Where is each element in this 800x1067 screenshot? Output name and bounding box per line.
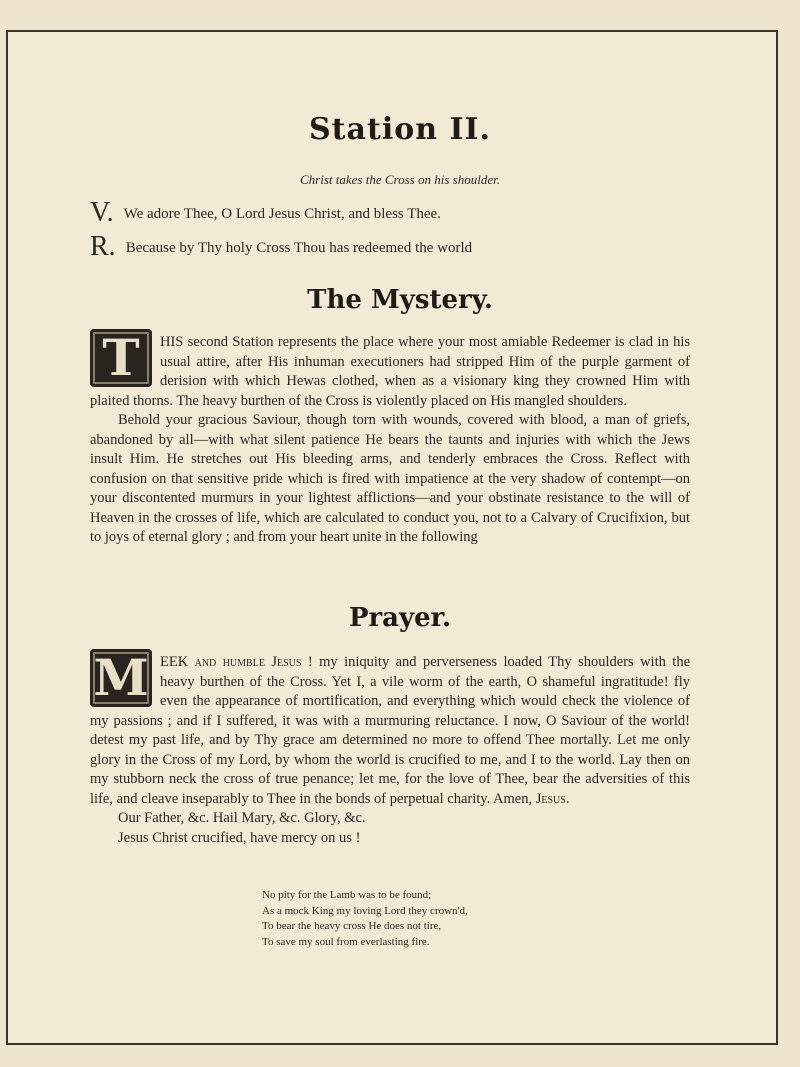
poem-line: As a mock King my loving Lord they crown'd,: [262, 904, 468, 917]
poem-line: To save my soul from everlasting fire.: [262, 935, 430, 948]
prayer-line-2: Our Father, &c. Hail Mary, &c. Glory, &c.: [118, 810, 366, 826]
mystery-heading: The Mystery.: [307, 285, 493, 315]
prayer-line-3: Jesus Christ crucified, have mercy on us !: [118, 829, 361, 846]
response: [90, 231, 472, 263]
station-subtitle: Christ takes the Cross on his shoulder.: [300, 172, 500, 187]
dropcap-m: M: [90, 649, 152, 707]
response-letter: R.: [90, 231, 116, 262]
station-title: Station II.: [309, 112, 491, 147]
poem-line: To bear the heavy cross He does not tire,: [262, 920, 442, 932]
mystery-paragraph-2: Behold your gracious Saviour, though torn with wounds, covered with blood, a man of griefs, abandoned by all—with what silent patience He bears the taunts and injuries with which the Jews insult Him. He stretches out His bleeding arms, and tenderly embraces the Cross. Reflect with confusion on that sensitive pride which is fired with impatience at the very shadow of contempt—on your discontented murmurs in your lightest afflictions—and your obstinate resistance to the will of Heaven in the crosses of life, which are calculated to conduct you, not to a Calvary of Crucifixion, but to joys of eternal glory ; and from your heart unite in the following: [90, 412, 690, 545]
poem: [262, 888, 468, 950]
prayer-text: [90, 648, 690, 848]
poem-line: No pity for the Lamb was to be found;: [262, 889, 432, 901]
versicle-letter: V.: [90, 197, 114, 228]
versicle: [90, 197, 441, 229]
prayer-heading: Prayer.: [348, 603, 452, 633]
mystery-text: [90, 328, 690, 548]
versicle-text: We adore Thee, O Lord Jesus Christ, and bless Thee.: [123, 206, 441, 222]
dropcap-t: T: [90, 329, 152, 387]
response-text: Because by Thy holy Cross Thou has redeemed the world: [125, 240, 473, 256]
mystery-paragraph-1: T HIS second Station represents the place where your most amiable Redeemer is clad in his usual attire, after His inhuman executioners had stripped Him of the purple garment of derision with which Hewas clothed, when as a visionary king they crowned Him with plaited thorns. The heavy burthen of the Cross is violently placed on His mangled shoulders.: [90, 328, 690, 409]
prayer-paragraph-1: M EEK and humble Jesus ! my iniquity and perverseness loaded Thy shoulders with the heavy burthen of the Cross. Yet I, a vile worm of the earth, O shameful ingratitude! fly even the appearance of mortification, and everything which would check the violence of my passions ; and if I suffered, it was with a murmuring reluctance. I now, O Saviour of the world! detest my past life, and by Thy grace am determined no more to offend Thee mortally. Let me only glory in the Cross of my Lord, by whom the world is crucified to me, and I to the world. Lay then on my stubborn neck the cross of true penance; let me, for the love of Thee, bear the adversities of this life, and cleave inseparably to Thee in the bonds of perpetual charity. Amen, Jesus.: [90, 648, 690, 807]
